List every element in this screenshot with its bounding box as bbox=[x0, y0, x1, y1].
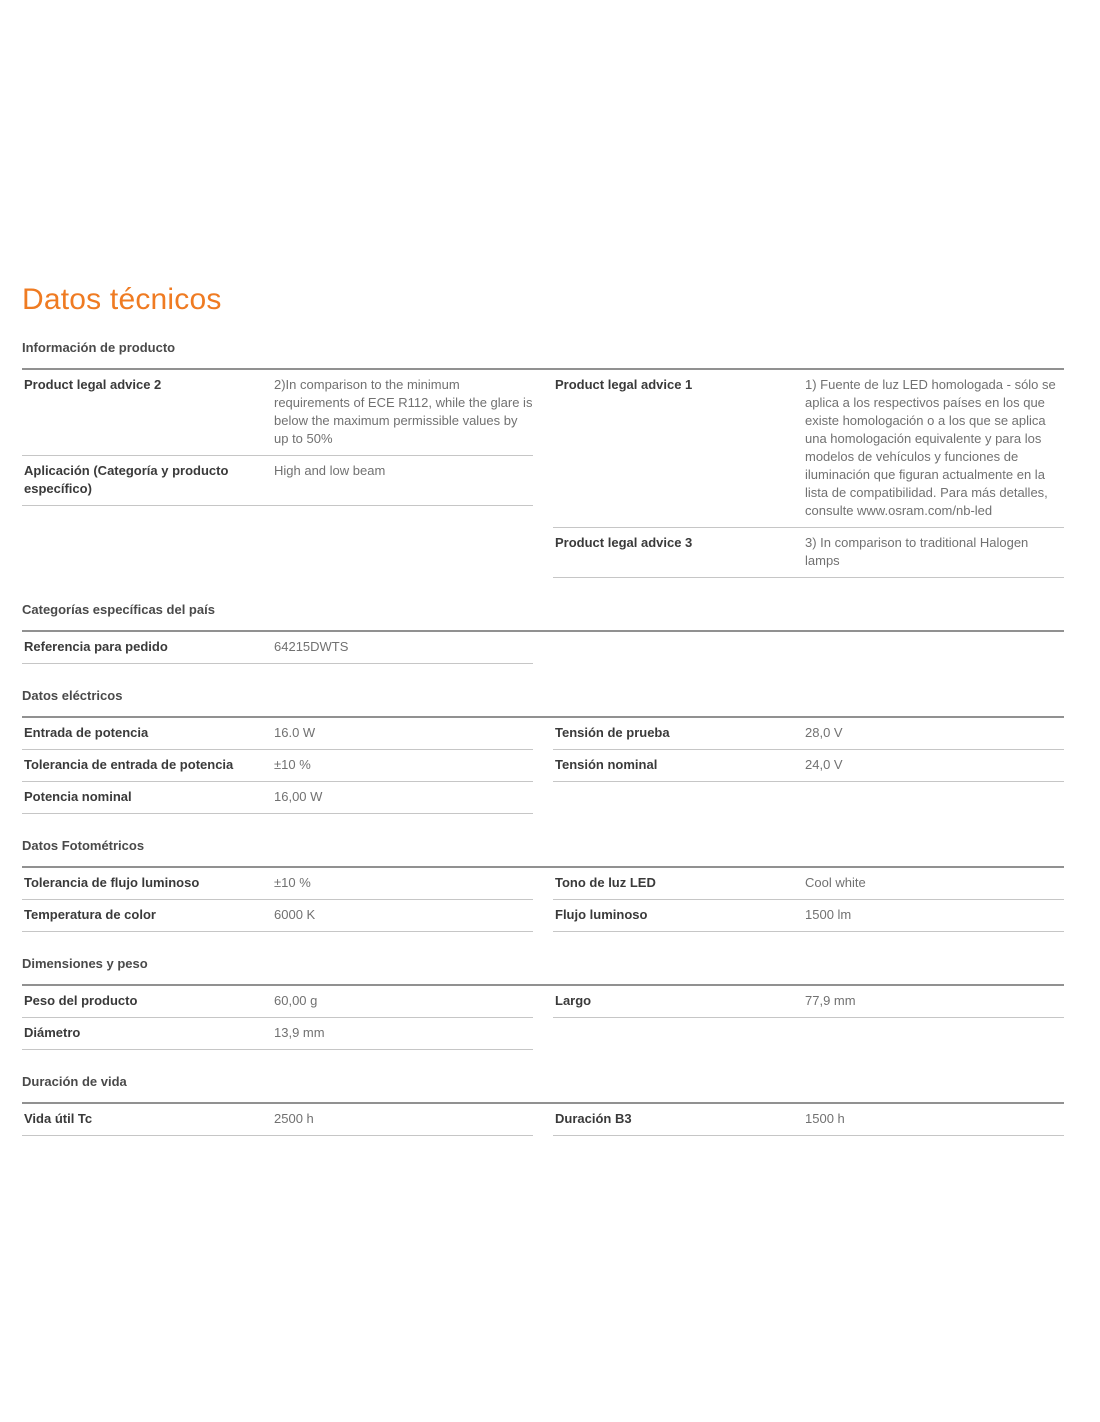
section-table bbox=[22, 984, 1064, 1050]
spec-label: Product legal advice 1 bbox=[555, 377, 693, 392]
column-right bbox=[553, 718, 1064, 814]
table-row bbox=[22, 900, 533, 932]
spec-value: ±10 % bbox=[274, 875, 311, 890]
section-heading: Datos eléctricos bbox=[22, 688, 123, 703]
spec-value: 28,0 V bbox=[805, 725, 843, 740]
section-categorias-especificas-del-pais bbox=[22, 602, 1064, 664]
spec-value: High and low beam bbox=[274, 463, 386, 478]
table-row bbox=[553, 370, 1064, 528]
table-row bbox=[553, 986, 1064, 1018]
page-title: Datos técnicos bbox=[22, 283, 222, 316]
table-row bbox=[22, 632, 533, 664]
table-row bbox=[553, 718, 1064, 750]
spec-label: Tolerancia de entrada de potencia bbox=[24, 757, 234, 772]
spec-label: Duración B3 bbox=[555, 1111, 632, 1126]
spec-value: 2500 h bbox=[274, 1111, 314, 1126]
spec-label: Temperatura de color bbox=[24, 907, 156, 922]
section-table bbox=[22, 630, 1064, 664]
table-row bbox=[22, 750, 533, 782]
spec-label: Aplicación (Categoría y producto específico) bbox=[24, 463, 229, 496]
section-table bbox=[22, 716, 1064, 814]
table-row bbox=[22, 986, 533, 1018]
spec-value: 1500 h bbox=[805, 1111, 845, 1126]
spec-label: Tono de luz LED bbox=[555, 875, 656, 890]
spec-value: 2)In comparison to the minimum requirements of ECE R112, while the glare is below the maximum permissible values by up to 50% bbox=[274, 377, 533, 446]
section-heading: Datos Fotométricos bbox=[22, 838, 145, 853]
spec-label: Tolerancia de flujo luminoso bbox=[24, 875, 200, 890]
spec-value: 60,00 g bbox=[274, 993, 318, 1008]
spec-value: 16.0 W bbox=[274, 725, 316, 740]
table-row bbox=[22, 1018, 533, 1050]
table-row bbox=[22, 456, 533, 506]
column-left bbox=[22, 632, 533, 664]
section-dimensiones-y-peso bbox=[22, 956, 1064, 1050]
column-right bbox=[553, 632, 1064, 664]
table-row bbox=[22, 782, 533, 814]
table-row bbox=[22, 370, 533, 456]
table-row bbox=[553, 868, 1064, 900]
column-left bbox=[22, 868, 533, 932]
table-row bbox=[22, 868, 533, 900]
column-left bbox=[22, 1104, 533, 1136]
spec-label: Diámetro bbox=[24, 1025, 81, 1040]
table-row bbox=[553, 1104, 1064, 1136]
section-informacion-de-producto bbox=[22, 340, 1064, 578]
column-left bbox=[22, 718, 533, 814]
spec-label: Entrada de potencia bbox=[24, 725, 149, 740]
section-datos-electricos bbox=[22, 688, 1064, 814]
spec-label: Product legal advice 3 bbox=[555, 535, 693, 550]
table-row bbox=[22, 718, 533, 750]
table-row bbox=[553, 900, 1064, 932]
column-right bbox=[553, 1104, 1064, 1136]
column-right bbox=[553, 986, 1064, 1050]
spec-label: Potencia nominal bbox=[24, 789, 132, 804]
spec-label: Vida útil Tc bbox=[24, 1111, 93, 1126]
spec-value: 16,00 W bbox=[274, 789, 323, 804]
section-table bbox=[22, 368, 1064, 578]
table-row bbox=[22, 1104, 533, 1136]
section-heading: Información de producto bbox=[22, 340, 176, 355]
section-datos-fotometricos bbox=[22, 838, 1064, 932]
spec-label: Tensión nominal bbox=[555, 757, 658, 772]
spec-label: Largo bbox=[555, 993, 592, 1008]
section-heading: Duración de vida bbox=[22, 1074, 127, 1089]
spec-value: 64215DWTS bbox=[274, 639, 349, 654]
spec-value: ±10 % bbox=[274, 757, 311, 772]
section-duracion-de-vida bbox=[22, 1074, 1064, 1136]
column-left bbox=[22, 370, 533, 578]
spec-value: 3) In comparison to traditional Halogen lamps bbox=[805, 535, 1029, 568]
table-row bbox=[553, 750, 1064, 782]
spec-value: 1) Fuente de luz LED homologada - sólo se aplica a los respectivos países en los que existe homologación o a los que se aplica una homologación equivalente y para los modelos de vehículos y funciones de iluminación que figuran actualmente en la lista de compatibilidad. Para más detalles, consulte www.osram.com/nb-led bbox=[805, 377, 1056, 518]
spec-label: Product legal advice 2 bbox=[24, 377, 162, 392]
spec-value: 6000 K bbox=[274, 907, 316, 922]
spec-label: Peso del producto bbox=[24, 993, 138, 1008]
column-right bbox=[553, 370, 1064, 578]
section-heading: Dimensiones y peso bbox=[22, 956, 148, 971]
section-heading: Categorías específicas del país bbox=[22, 602, 215, 617]
spec-label: Tensión de prueba bbox=[555, 725, 670, 740]
spec-value: Cool white bbox=[805, 875, 866, 890]
spec-value: 24,0 V bbox=[805, 757, 843, 772]
spec-value: 77,9 mm bbox=[805, 993, 856, 1008]
spec-label: Flujo luminoso bbox=[555, 907, 648, 922]
section-table bbox=[22, 866, 1064, 932]
section-table bbox=[22, 1102, 1064, 1136]
spec-value: 13,9 mm bbox=[274, 1025, 325, 1040]
table-row bbox=[553, 528, 1064, 578]
column-right bbox=[553, 868, 1064, 932]
column-left bbox=[22, 986, 533, 1050]
spec-value: 1500 lm bbox=[805, 907, 852, 922]
spec-label: Referencia para pedido bbox=[24, 639, 168, 654]
